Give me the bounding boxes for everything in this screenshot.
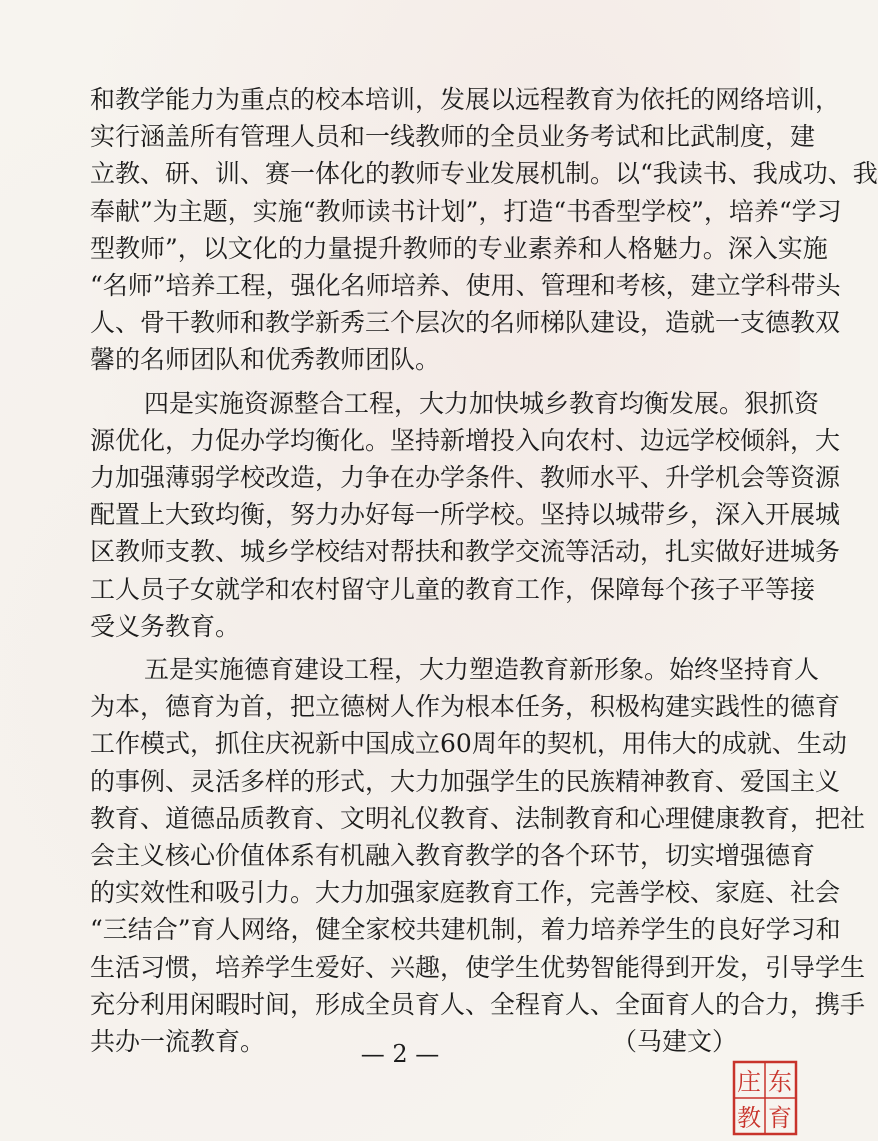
text-line: 区教师支教、城乡学校结对帮扶和教学交流等活动，扎实做好进城务 (90, 537, 841, 566)
text-line: 立教、研、训、赛一体化的教师专业发展机制。以“我读书、我成功、我 (90, 159, 878, 188)
text-line: 工作模式，抓住庆祝新中国成立60周年的契机，用伟大的成就、生动 (90, 729, 847, 758)
text-line: “三结合”育人网络，健全家校共建机制，着力培养学生的良好学习和 (90, 915, 841, 944)
seal-char: 教 (737, 1104, 761, 1132)
text-line: 型教师”，以文化的力量提升教师的专业素养和人格魅力。深入实施 (90, 234, 828, 263)
text-line: “名师”培养工程，强化名师培养、使用、管理和考核，建立学科带头 (90, 271, 841, 300)
text-line: 力加强薄弱学校改造，力争在办学条件、教师水平、升学机会等资源 (90, 463, 841, 492)
seal-char: 庄 (737, 1068, 761, 1096)
text-line: 受义务教育。 (90, 612, 241, 641)
page-number: — 2 — (360, 1040, 440, 1068)
text-line: 实行涵盖所有管理人员和一线教师的全员业务考试和比武制度，建 (90, 122, 816, 151)
text-line: 为本，德育为首，把立德树人作为根本任务，积极构建实践性的德育 (90, 692, 841, 721)
text-line: 奉献”为主题，实施“教师读书计划”，打造“书香型学校”，培养“学习 (90, 197, 842, 226)
seal-char: 东 (768, 1068, 792, 1096)
seal-char: 育 (768, 1104, 792, 1132)
text-line: 共办一流教育。 (90, 1027, 266, 1056)
author-signature: （马建文） (612, 1027, 738, 1056)
text-line: 馨的名师团队和优秀教师团队。 (90, 345, 441, 374)
text-line: 的事例、灵活多样的形式，大力加强学生的民族精神教育、爱国主义 (90, 767, 841, 796)
text-line: 源优化，力促办学均衡化。坚持新增投入向农村、边远学校倾斜，大 (90, 426, 841, 455)
text-line: 和教学能力为重点的校本培训，发展以远程教育为依托的网络培训， (90, 85, 841, 114)
text-line: 充分利用闲暇时间，形成全员育人、全程育人、全面育人的合力，携手 (90, 990, 866, 1019)
text-line: 工人员子女就学和农村留守儿童的教育工作，保障每个孩子平等接 (90, 575, 816, 604)
text-line: 会主义核心价值体系有机融入教育教学的各个环节，切实增强德育 (90, 841, 816, 870)
seal-stamp (732, 1060, 798, 1136)
paragraph-first-line: 四是实施资源整合工程，大力加快城乡教育均衡发展。狠抓资 (144, 389, 820, 418)
text-line: 生活习惯，培养学生爱好、兴趣，使学生优势智能得到开发，引导学生 (90, 953, 866, 982)
text-line: 配置上大致均衡，努力办好每一所学校。坚持以城带乡，深入开展城 (90, 500, 841, 529)
text-line: 的实效性和吸引力。大力加强家庭教育工作，完善学校、家庭、社会 (90, 878, 841, 907)
text-line: 教育、道德品质教育、文明礼仪教育、法制教育和心理健康教育，把社 (90, 804, 866, 833)
text-line: 人、骨干教师和教学新秀三个层次的名师梯队建设，造就一支德教双 (90, 308, 841, 337)
paragraph-first-line: 五是实施德育建设工程，大力塑造教育新形象。始终坚持育人 (144, 655, 820, 684)
